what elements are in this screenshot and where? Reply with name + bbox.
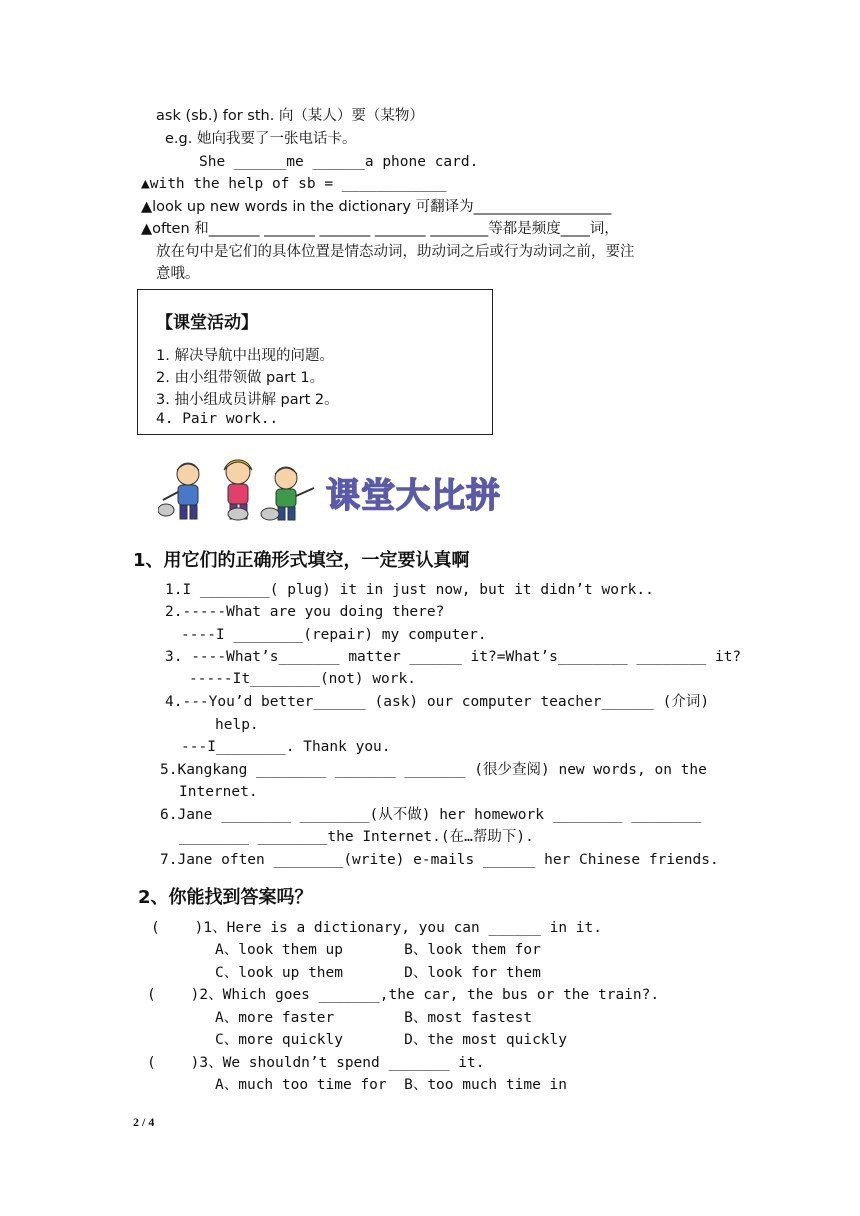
exercise-line: 7.Jane often ________(write) e-mails ______ her Chinese friends. (160, 852, 719, 868)
activity-item: 3. 抽小组成员讲解 part 2。 (156, 392, 339, 408)
choice-options: A、look them up B、look them for (215, 942, 541, 958)
choice-question: ( )1、Here is a dictionary, you can ______ in it. (151, 920, 602, 936)
note-with-help: ▲with the help of sb = ____________ (141, 176, 447, 192)
note-example-sentence: She ______me ______a phone card. (199, 154, 479, 170)
exercise-line: 2.-----What are you doing there? (165, 604, 445, 620)
note-look-up: ▲look up new words in the dictionary 可翻译为___________________ (141, 199, 612, 215)
activity-title: 【课堂活动】 (156, 313, 258, 333)
activity-item: 1. 解决导航中出现的问题。 (156, 348, 334, 364)
page-number: 2 / 4 (133, 1115, 155, 1129)
choice-options: C、more quickly D、the most quickly (215, 1032, 568, 1048)
choice-options: A、more faster B、most fastest (215, 1010, 533, 1026)
note-often-cont: 放在句中是它们的具体位置是情态动词，助动词之后或行为动词之前，要注 (156, 244, 635, 260)
choice-question: ( )3、We shouldn’t spend _______ it. (147, 1055, 485, 1071)
exercise-line: ---I________. Thank you. (181, 739, 391, 755)
choice-question: ( )2、Which goes _______,the car, the bus or the train?. (147, 987, 660, 1003)
choice-options: A、much too time for B、too much time in (215, 1077, 568, 1093)
note-often: ▲often 和_______ _______ _______ _______ ________等都是频度____词， (141, 221, 619, 237)
exercise-line: 1.I ________( plug) it in just now, but it didn’t work.. (165, 582, 654, 598)
exercise-line: 4.---You’d better______ (ask) our computer teacher______ (介词) (165, 694, 710, 710)
exercise-line: ________ ________the Internet.(在…帮助下). (179, 829, 534, 845)
exercise-line: ----I ________(repair) my computer. (181, 627, 487, 643)
banner-title: 课堂大比拼 (326, 476, 501, 516)
activity-item: 2. 由小组带领做 part 1。 (156, 370, 325, 386)
exercise-line: 3. ----What’s_______ matter ______ it?=What’s________ ________ it? (165, 649, 742, 665)
section1-heading: 1、用它们的正确形式填空，一定要认真啊 (133, 550, 470, 571)
competition-banner (158, 452, 538, 524)
exercise-line: Internet. (179, 784, 258, 800)
section2-heading: 2、你能找到答案吗？ (138, 887, 313, 908)
note-ask-for: ask (sb.) for sth. 向（某人）要（某物） (156, 108, 424, 124)
exercise-line: help. (215, 717, 259, 733)
exercise-line: 5.Kangkang ________ _______ _______ (很少查阅) new words, on the (160, 762, 707, 778)
activity-item: 4. Pair work.. (156, 411, 279, 427)
choice-options: C、look up them D、look for them (215, 965, 541, 981)
exercise-line: 6.Jane ________ ________(从不做) her homework ________ ________ (160, 807, 702, 823)
note-example: e.g. 她向我要了一张电话卡。 (165, 131, 357, 147)
note-often-end: 意哦。 (156, 266, 200, 282)
exercise-line: -----It________(not) work. (189, 671, 416, 687)
activity-box (137, 289, 493, 435)
kids-illustration (158, 452, 318, 524)
